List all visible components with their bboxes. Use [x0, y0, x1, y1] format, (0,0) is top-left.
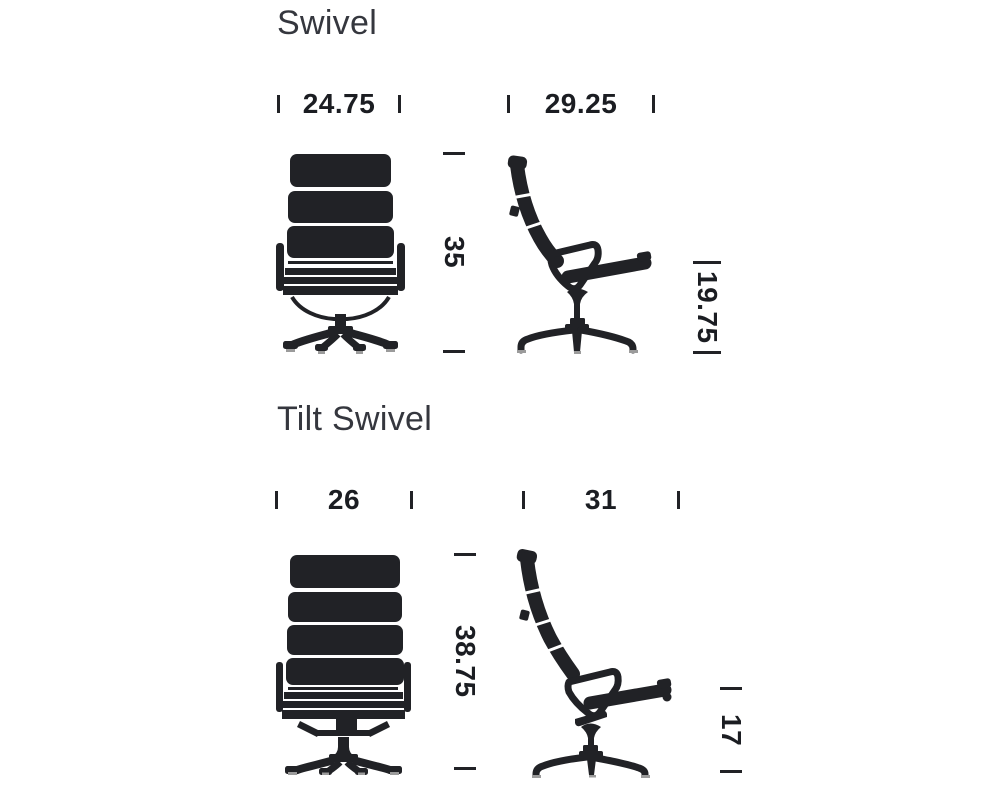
dim-tick — [277, 95, 280, 113]
base-foot — [353, 344, 366, 351]
seat-frame — [284, 277, 397, 284]
seat-frame — [284, 692, 403, 699]
dim-tick — [454, 553, 476, 556]
dim-tick — [720, 687, 742, 690]
base-leg — [587, 759, 596, 775]
section-title-tilt-swivel: Tilt Swivel — [277, 400, 433, 438]
armrest-left — [276, 243, 284, 291]
seat-frame — [283, 286, 398, 295]
dim-value-tilt-height: 38.75 — [450, 625, 481, 698]
column — [335, 314, 346, 328]
seat-frame — [288, 261, 393, 264]
column-collar — [570, 318, 585, 325]
column — [581, 724, 601, 747]
backrest — [527, 559, 573, 674]
seat-frame — [288, 687, 398, 690]
base-leg — [581, 330, 633, 350]
seat-height-dim-tilt — [716, 687, 747, 773]
backrest — [517, 165, 557, 261]
dim-value-swivel-front-width: 24.75 — [302, 88, 376, 119]
base-leg — [536, 757, 587, 775]
foot-glides — [286, 349, 395, 354]
seat — [590, 690, 665, 703]
chair-side-view-swivel — [504, 151, 660, 354]
foot-glides — [532, 775, 650, 778]
dim-tick — [398, 95, 401, 113]
dim-value-tilt-side-width: 31 — [584, 484, 618, 515]
seat-height-dim-swivel — [693, 261, 721, 354]
dim-value-tilt-front-width: 26 — [327, 484, 361, 515]
seat-frame — [283, 701, 404, 708]
base-foot — [283, 341, 298, 349]
chair-front-view-tilt-swivel — [274, 553, 413, 775]
armrest-right — [397, 243, 405, 291]
dim-tick — [693, 351, 721, 354]
seat — [568, 263, 645, 277]
dim-value-swivel-height: 35 — [439, 236, 470, 269]
dim-tick — [507, 95, 510, 113]
back-cushion — [288, 592, 402, 622]
seat-cap-knob — [663, 693, 672, 702]
width-dim-swivel-side — [507, 88, 655, 119]
width-dim-tilt-side — [522, 484, 680, 515]
column — [338, 737, 349, 748]
dim-tick — [410, 491, 413, 509]
base-foot — [383, 341, 398, 349]
base-leg — [572, 331, 582, 352]
dim-tick — [677, 491, 680, 509]
back-bracket — [509, 205, 520, 217]
dim-tick — [693, 261, 721, 264]
back-cushion — [290, 154, 391, 187]
back-cushion — [288, 191, 393, 223]
column-collar — [583, 745, 598, 752]
chair-front-view-swivel — [272, 151, 409, 354]
height-dim-swivel — [439, 152, 470, 353]
base-leg — [521, 330, 574, 350]
back-cushion — [287, 226, 394, 258]
armrest-left — [276, 662, 283, 712]
back-cushion — [287, 625, 403, 655]
dim-tick — [443, 350, 465, 353]
dim-value-swivel-side-width: 29.25 — [544, 88, 618, 119]
dim-tick — [522, 491, 525, 509]
width-dim-swivel-front — [277, 88, 401, 119]
base-foot — [315, 344, 328, 351]
dim-tick — [275, 491, 278, 509]
base-leg — [596, 758, 645, 775]
height-dim-tilt — [450, 553, 481, 770]
dim-tick — [652, 95, 655, 113]
seat-frame — [285, 268, 396, 275]
tilt-housing — [336, 717, 357, 730]
section-title-swivel: Swivel — [277, 4, 378, 42]
width-dim-tilt-front — [275, 484, 413, 515]
chair-side-view-tilt-swivel — [512, 546, 680, 778]
dim-tick — [720, 770, 742, 773]
dim-value-tilt-seat-height: 17 — [716, 713, 747, 747]
dim-tick — [454, 767, 476, 770]
dim-value-swivel-seat-height: 19.75 — [692, 271, 723, 344]
column — [567, 289, 588, 320]
back-cushion — [286, 658, 404, 685]
back-bracket — [519, 609, 530, 621]
dim-tick — [443, 152, 465, 155]
back-cushion — [290, 555, 400, 588]
foot-glides — [288, 772, 399, 775]
tilt-bar — [315, 730, 372, 736]
armrest-right — [404, 662, 411, 712]
